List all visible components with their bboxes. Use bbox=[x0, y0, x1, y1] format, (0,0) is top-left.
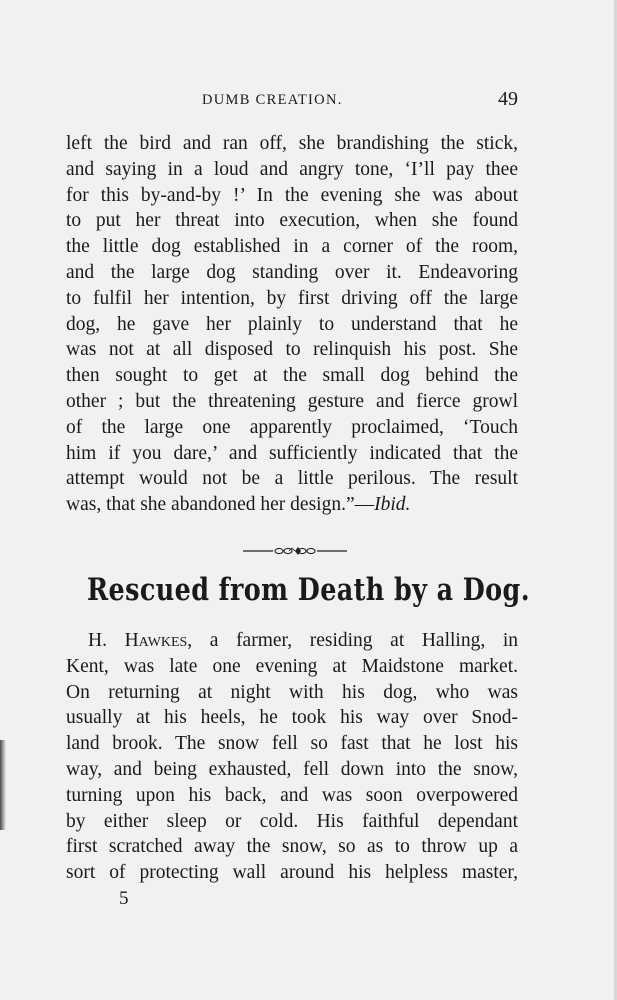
text-line: other ; but the threatening gesture and fierce growl bbox=[66, 390, 518, 412]
text-line: way, and being exhausted, fell down into the snow, bbox=[66, 758, 518, 780]
text-line: land brook. The snow fell so fast that he lost his bbox=[66, 733, 518, 755]
running-title: DUMB CREATION. bbox=[202, 92, 343, 108]
text-line: and saying in a loud and angry tone, ‘I’ll pay thee bbox=[66, 158, 518, 180]
text-line: by either sleep or cold. His faithful dependant bbox=[66, 810, 518, 832]
page-edge-shadow bbox=[0, 740, 6, 830]
text-line: him if you dare,’ and sufficiently indicated that the bbox=[66, 442, 518, 464]
text-line: attempt would not be a little perilous. The result bbox=[66, 468, 518, 490]
ornamental-divider bbox=[243, 543, 347, 559]
text-line: for this by-and-by !’ In the evening she was about bbox=[66, 184, 518, 206]
source-citation: Ibid. bbox=[374, 494, 411, 516]
text-line: to put her threat into execution, when she found bbox=[66, 210, 518, 232]
text-line: turning upon his back, and was soon overpowered bbox=[66, 784, 518, 806]
text-line-final bbox=[66, 492, 518, 518]
text-line: On returning at night with his dog, who was bbox=[66, 681, 518, 703]
text-line-first bbox=[66, 628, 518, 654]
text-line: dog, he gave her plainly to understand that he bbox=[66, 313, 518, 335]
text-line: Kent, was late one evening at Maidstone market. bbox=[66, 655, 518, 677]
running-head bbox=[66, 90, 518, 114]
section-heading: Rescued from Death by a Dog. bbox=[87, 572, 530, 608]
paragraph-story bbox=[66, 628, 518, 886]
text-line: usually at his heels, he took his way over Snod- bbox=[66, 707, 518, 729]
first-line-rest: a farmer, residing at Halling, in bbox=[192, 630, 518, 651]
text-line: then sought to get at the small dog behind the bbox=[66, 365, 518, 387]
text-line: of the large one apparently proclaimed, ‘Touch bbox=[66, 416, 518, 438]
paragraph-continued bbox=[66, 131, 518, 518]
text-line: sort of protecting wall around his helpless master, bbox=[66, 862, 518, 884]
text-line: and the large dog standing over it. Endeavoring bbox=[66, 261, 518, 283]
final-line-text: was, that she abandoned her design.”— bbox=[66, 494, 375, 516]
text-line: to fulfil her intention, by first driving off the large bbox=[66, 287, 518, 309]
text-line: left the bird and ran off, she brandishing the stick, bbox=[66, 133, 518, 154]
signature-mark: 5 bbox=[119, 888, 129, 909]
name-small-caps: H. Hawkes, bbox=[88, 630, 193, 651]
text-line: was not at all disposed to relinquish his post. She bbox=[66, 339, 518, 361]
text-line: first scratched away the snow, so as to throw up a bbox=[66, 836, 518, 858]
text-line: the little dog established in a corner of the room, bbox=[66, 236, 518, 258]
page-number: 49 bbox=[498, 88, 518, 110]
